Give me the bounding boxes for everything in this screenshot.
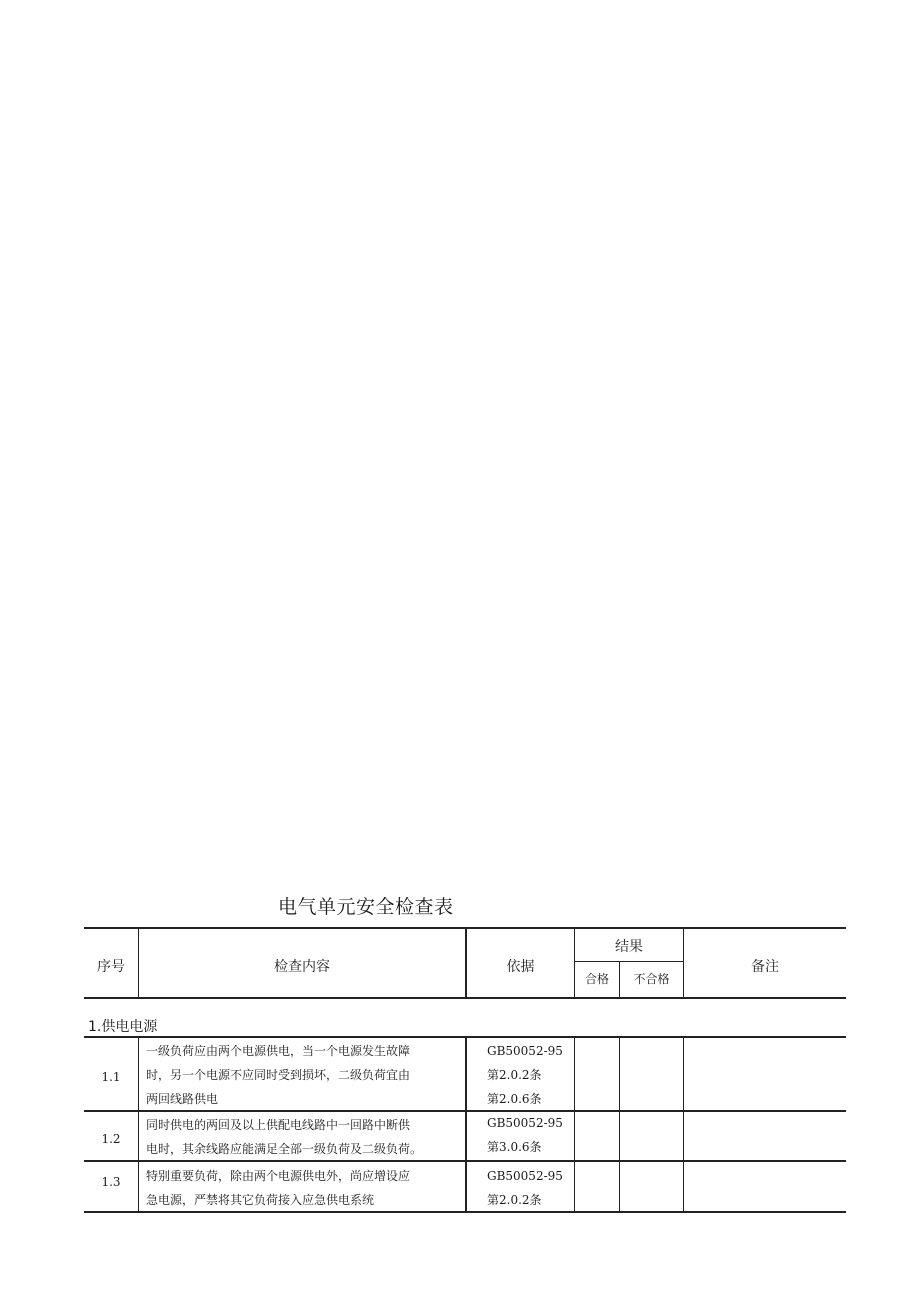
row-seq: 1.2 (101, 1132, 121, 1146)
row-seq: 1.1 (101, 1070, 121, 1084)
content-line: 同时供电的两回及以上供配电线路中一回路中断供 (146, 1118, 411, 1132)
row-basis (487, 1039, 563, 1111)
basis-line: 第2.0.2条 (487, 1068, 542, 1082)
row-basis (487, 1111, 563, 1159)
header-remarks: 备注 (751, 959, 779, 975)
row-content (146, 1113, 422, 1161)
result-subheader-rule (575, 961, 683, 962)
column-divider (619, 1037, 620, 1213)
header-seq: 序号 (97, 959, 125, 975)
content-line: 特别重要负荷，除由两个电源供电外，尚应增设应 (146, 1169, 411, 1183)
header-fail: 不合格 (633, 972, 670, 986)
row-seq: 1.3 (101, 1175, 121, 1189)
column-divider (683, 1037, 684, 1213)
basis-line: GB50052-95 (487, 1116, 563, 1130)
column-divider (574, 1037, 575, 1213)
safety-checklist-table (84, 927, 846, 1213)
content-line: 两回线路供电 (146, 1092, 219, 1106)
content-line: 急电源，严禁将其它负荷接入应急供电系统 (146, 1193, 375, 1207)
basis-line: GB50052-95 (487, 1044, 563, 1058)
basis-line: 第2.0.2条 (487, 1193, 542, 1207)
row-content (146, 1039, 410, 1111)
basis-line: 第3.0.6条 (487, 1140, 542, 1154)
basis-line: 第2.0.6条 (487, 1092, 542, 1106)
content-line: 电时，其余线路应能满足全部一级负荷及二级负荷。 (146, 1142, 423, 1156)
column-divider (465, 1037, 467, 1213)
content-line: 一级负荷应由两个电源供电，当一个电源发生故障 (146, 1044, 411, 1058)
content-line: 时，另一个电源不应同时受到损坏，二级负荷宜由 (146, 1068, 411, 1082)
header-basis: 依据 (506, 959, 535, 975)
row-basis (487, 1164, 563, 1212)
column-divider (574, 927, 575, 998)
column-divider (138, 1037, 139, 1213)
header-content: 检查内容 (274, 959, 330, 975)
header-result: 结果 (615, 939, 643, 955)
page-title: 电气单元安全检查表 (278, 896, 454, 918)
row-content (146, 1164, 410, 1212)
header-pass: 合格 (584, 972, 609, 986)
basis-line: GB50052-95 (487, 1169, 563, 1183)
section-heading: 1.供电电源 (88, 1019, 158, 1035)
